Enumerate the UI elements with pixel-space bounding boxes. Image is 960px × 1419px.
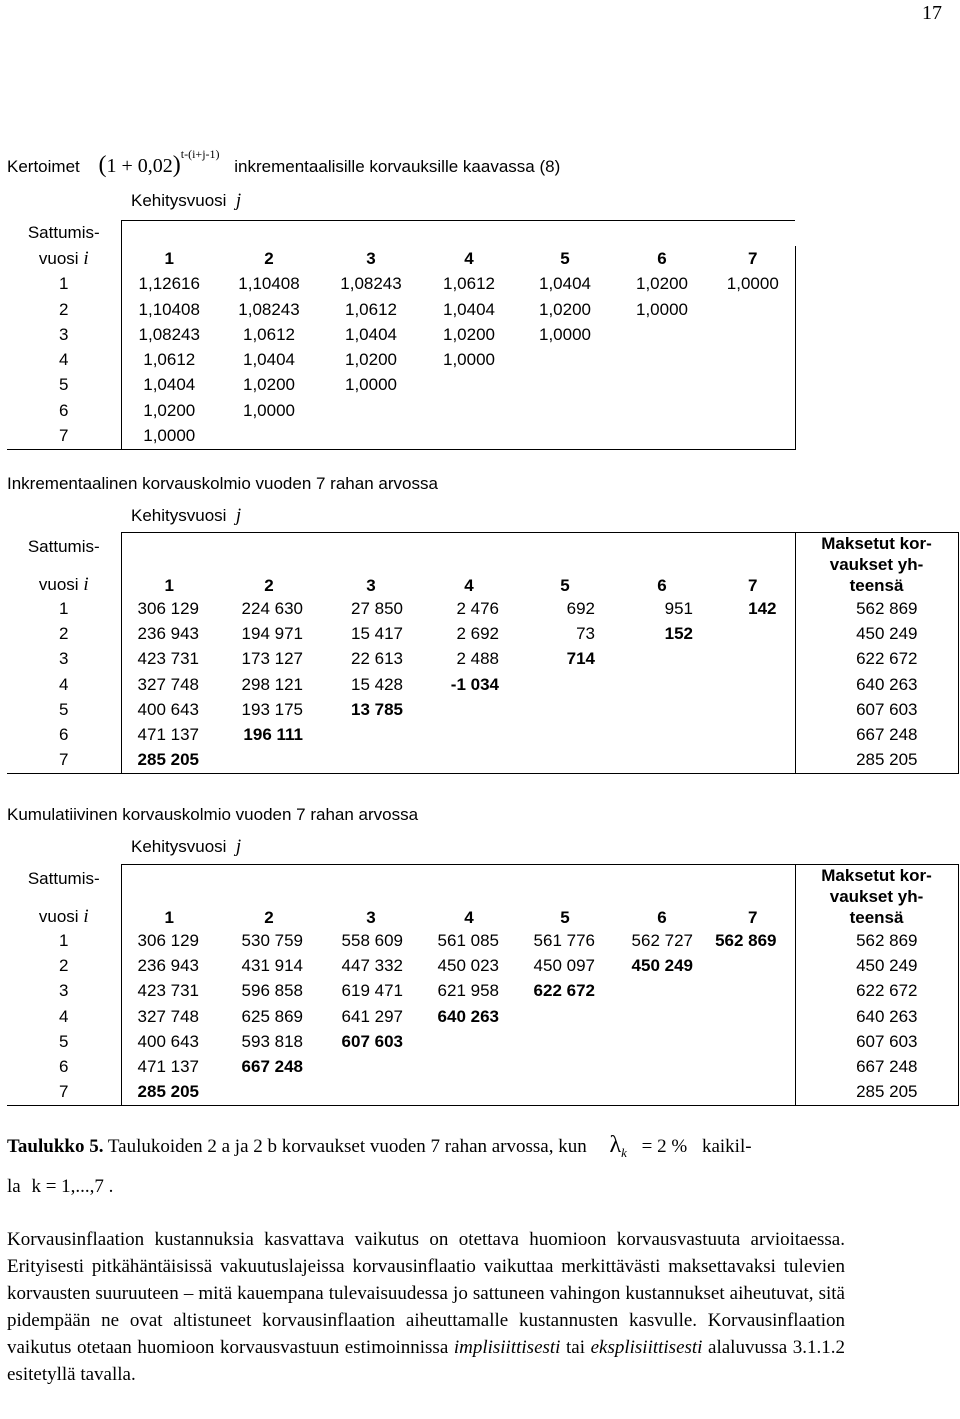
sattumis-label: Sattumis- [27,536,100,556]
table-cell: 1,08243 [238,299,300,319]
table-cell: -1 034 [450,674,499,694]
table-cell: 1,12616 [121,272,217,297]
table-cell [517,398,613,423]
col-header: 2 [264,248,274,268]
col-header: 2 [264,576,274,595]
table-row [7,398,795,423]
page-number: 17 [922,2,942,24]
table-cell [321,722,421,747]
table-cell: 1,0000 [636,299,688,319]
table-row [7,1029,958,1054]
coef-description: inkrementaalisille korvauksille kaavassa (8) [234,157,561,176]
table-cell: 1,10408 [238,274,300,294]
total-cell: 285 205 [795,1080,958,1106]
total-cell: 622 672 [795,979,958,1004]
row-year: 2 [59,299,69,319]
table-cell [711,1054,795,1079]
total-cell: 562 869 [795,928,958,953]
total-cell: 450 249 [795,953,958,978]
table-row [7,647,958,672]
incremental-table [7,532,959,774]
table-cell: 1,10408 [121,297,217,322]
table-cell: 13 785 [351,699,403,719]
vuosi-label: vuosi i [38,247,89,269]
table-row [7,953,958,978]
row-year: 4 [59,350,69,370]
table-cell [711,347,795,372]
table-cell [517,722,613,747]
table-row [7,697,958,722]
table-cell [613,697,711,722]
table-cell: 558 609 [341,930,403,950]
table-cell: 142 [748,598,777,618]
row-year: 5 [59,1031,69,1051]
table-cell [421,1054,517,1079]
row-year: 1 [59,274,69,294]
total-cell: 667 248 [795,1054,958,1079]
table-cell [321,1080,421,1106]
table-cell [217,423,321,449]
lambda-subscript: k [621,1144,627,1160]
total-cell: 667 248 [795,722,958,747]
table-cell: 2 476 [456,598,499,618]
table-cell: 306 129 [121,928,217,953]
table-cell: 1,0200 [636,274,688,294]
table-cell: 1,0200 [121,398,217,423]
table-cell: 236 943 [121,621,217,646]
col-header: 5 [560,248,570,268]
table-cell: 298 121 [241,674,303,694]
col-header: 7 [748,576,758,595]
table-cell: 285 205 [121,1080,217,1106]
table-cell: 196 111 [243,725,303,745]
col-header: 3 [366,576,376,595]
col-header: 5 [560,908,570,927]
table-cell [613,322,711,347]
caption-line2-math: k = 1,...,7 . [31,1175,114,1197]
table-cell [711,1029,795,1054]
table-cell: 593 818 [241,1031,303,1051]
table-cell [321,748,421,774]
table-cell: 1,0612 [243,324,295,344]
coef-heading [7,147,561,179]
table-cell: 236 943 [121,953,217,978]
table-cell: 423 731 [121,647,217,672]
row-year: 5 [59,699,69,719]
table-cell: 450 023 [437,955,499,975]
table-cell: 431 914 [241,955,303,975]
table-cell: 1,0000 [443,350,495,370]
table-cell: 1,08243 [121,322,217,347]
caption-line2-prefix: la [7,1175,21,1197]
table-cell: 951 [664,598,693,618]
col-header: 4 [464,248,474,268]
table-cell: 224 630 [241,598,303,618]
table-cell [613,1029,711,1054]
table-cell: 562 727 [631,930,693,950]
table-cell [711,1004,795,1029]
caption-equals: = 2 % [641,1136,688,1157]
table-cell [517,1004,613,1029]
row-year: 6 [59,725,69,745]
row-year: 4 [59,674,69,694]
table-cell [711,953,795,978]
table-cell [613,373,711,398]
row-year: 7 [7,748,121,774]
table-row [7,347,795,372]
table-row [7,373,795,398]
coefficient-table [7,220,796,450]
table-cell: 73 [576,623,595,643]
table-cell: 173 127 [241,649,303,669]
table-cell [711,423,795,449]
col-header: 6 [657,248,667,268]
table-cell [613,1080,711,1106]
table-cell [711,1080,795,1106]
table-cell [613,722,711,747]
table-cell [517,347,613,372]
table-cell: 1,0200 [539,299,591,319]
maksetut-header: Maksetut kor- vaukset yh- teensä [795,865,958,929]
table-cell: 471 137 [121,722,217,747]
table-cell: 714 [566,649,595,669]
table-cell: 1,0000 [243,400,295,420]
table-cell: 152 [664,623,693,643]
row-year: 6 [59,400,69,420]
col-header: 7 [748,908,758,927]
table-cell [421,373,517,398]
total-cell: 640 263 [795,672,958,697]
sattumis-label: Sattumis- [27,223,100,243]
table-row [7,423,795,449]
table-cell: 327 748 [121,672,217,697]
table-cell [517,1080,613,1106]
col-header: 1 [121,561,217,596]
col-header: 6 [657,576,667,595]
table-cell: 27 850 [351,598,403,618]
table-cell: 1,0200 [243,375,295,395]
table-cell: 1,0612 [121,347,217,372]
total-cell: 640 263 [795,1004,958,1029]
table-row [7,322,795,347]
body-paragraph: Korvausinflaation kustannuksia kasvattava vaikutus on otettava huomioon korvausvastuuta arvioitaessa. Erityisesti pitkähäntäisissä vakuutuslajeissa korvausinflaatio vaikuttaa merkittävästi maksettavaksi tulevien korvausten suuruuteen – mitä kauempana tulevaisuudessa jo sattuneen vahingon kustannukset aiheutuvat, sitä pidempään ne ovat altistuneet korvausinflaation aiheuttamalle kustannusten kasvulle. Korvausinflaation vaikutus otetaan huomioon korvausvastuun estimoinnissa implisiittisesti tai eksplisiittisesti alaluvussa 3.1.1.2 esitetyllä tavalla. [7,1229,845,1386]
table-cell [321,398,421,423]
table-cell: 1,0000 [539,324,591,344]
table-row [7,1080,958,1106]
row-year: 3 [59,981,69,1001]
table-cell [711,398,795,423]
table-cell: 607 603 [341,1031,403,1051]
table-cell [421,423,517,449]
table-row [7,928,958,953]
row-year: 4 [59,1006,69,1026]
table-cell: 471 137 [121,1054,217,1079]
table-cell [613,347,711,372]
table-cell [613,748,711,774]
col-header: 3 [366,248,376,268]
table-cell: 1,0000 [121,423,217,449]
table-cell: 1,0000 [345,375,397,395]
formula-base: 1 + 0,02 [106,155,173,177]
table-row [7,722,958,747]
cumulative-table [7,864,959,1106]
table-cell [517,697,613,722]
caption-label: Taulukko 5. [7,1136,104,1157]
table-row [7,979,958,1004]
table-cell: 1,0404 [539,274,591,294]
table-cell [517,672,613,697]
table-cell: 1,0404 [443,299,495,319]
table-cell [711,647,795,672]
table-cell [321,423,421,449]
table-cell [517,373,613,398]
table-cell: 641 297 [341,1006,403,1026]
table-cell: 1,0612 [345,299,397,319]
table-cell: 1,0200 [443,324,495,344]
sattumis-label: Sattumis- [27,868,100,888]
table-cell [711,373,795,398]
table-cell: 561 776 [533,930,595,950]
table-cell: 447 332 [341,955,403,975]
table-cell [711,722,795,747]
caption-tail: kaikil- [701,1136,752,1157]
row-year: 7 [7,1080,121,1106]
table-cell: 561 085 [437,930,499,950]
total-cell: 607 603 [795,1029,958,1054]
table-cell [711,748,795,774]
total-cell: 450 249 [795,621,958,646]
table-row [7,748,958,774]
table-cell: 2 488 [456,649,499,669]
coef-formula: $(1 + 0,02)^{t-(i+j-1)}$ [98,147,220,178]
table-cell: 1,08243 [340,274,402,294]
table-cell [517,748,613,774]
table-cell: 625 869 [241,1006,303,1026]
row-year: 7 [7,423,121,449]
table-cell: 450 249 [631,955,693,975]
table-cell: 1,0404 [345,324,397,344]
kehitysvuosi-header-2: Kehitysvuosi j [131,505,242,526]
row-year: 2 [59,623,69,643]
total-cell: 622 672 [795,647,958,672]
total-cell: 607 603 [795,697,958,722]
kehitysvuosi-header-3: Kehitysvuosi j [131,836,242,857]
row-year: 1 [59,930,69,950]
table-cell: 562 869 [715,930,777,950]
table-cell [217,748,321,774]
cumulative-title: Kumulatiivinen korvauskolmio vuoden 7 rahan arvossa [7,805,419,824]
row-year: 3 [59,324,69,344]
table-cell: 15 428 [351,674,403,694]
table-cell: 667 248 [241,1057,303,1077]
table-cell: 285 205 [121,748,217,774]
table-row [7,596,958,621]
col-header: 1 [121,893,217,928]
table-cell [613,979,711,1004]
table-cell [421,722,517,747]
table-cell: 400 643 [121,1029,217,1054]
table-row [7,621,958,646]
table-cell [421,398,517,423]
table-cell [613,1054,711,1079]
table-row [7,672,958,697]
row-year: 3 [59,649,69,669]
table-cell: 1,0404 [121,373,217,398]
table-cell [421,748,517,774]
table-cell: 640 263 [437,1006,499,1026]
table-cell: 530 759 [241,930,303,950]
table-cell [613,647,711,672]
table-caption [7,1128,847,1204]
total-cell: 285 205 [795,748,958,774]
table-cell [711,297,795,322]
table-cell: 2 692 [456,623,499,643]
vuosi-label: vuosi i [38,574,89,595]
incremental-title: Inkrementaalinen korvauskolmio vuoden 7 rahan arvossa [7,474,438,493]
table-cell: 423 731 [121,979,217,1004]
table-cell: 400 643 [121,697,217,722]
col-header: 1 [121,246,217,271]
row-year: 1 [59,598,69,618]
table-cell: 1,0404 [243,350,295,370]
table-cell: 22 613 [351,649,403,669]
table-row [7,1004,958,1029]
table-cell: 15 417 [351,623,403,643]
col-header: 6 [657,908,667,927]
lambda-symbol: λ [609,1132,622,1158]
table-cell [711,697,795,722]
table-cell [421,1080,517,1106]
table-cell: 622 672 [533,981,595,1001]
table-cell [711,979,795,1004]
maksetut-header: Maksetut kor- vaukset yh- teensä [795,533,958,597]
caption-text: Taulukoiden 2 a ja 2 b korvaukset vuoden 7 rahan arvossa, kun [107,1136,587,1157]
table-row [7,272,795,297]
table-cell [217,1080,321,1106]
row-year: 2 [59,955,69,975]
table-cell: 194 971 [241,623,303,643]
col-header: 4 [464,908,474,927]
table-cell: 619 471 [341,981,403,1001]
table-cell: 596 858 [241,981,303,1001]
table-cell: 450 097 [533,955,595,975]
table-cell: 193 175 [241,699,303,719]
row-year: 5 [59,375,69,395]
table-cell [421,697,517,722]
vuosi-label: vuosi i [38,906,89,927]
table-cell [517,423,613,449]
table-cell [321,1054,421,1079]
col-header: 7 [711,246,795,271]
formula-exponent: t-(i+j-1) [180,147,220,162]
table-cell: 306 129 [121,596,217,621]
table-cell [517,1029,613,1054]
col-header: 4 [464,576,474,595]
coef-label: Kertoimet [7,157,80,176]
table-cell [613,672,711,697]
total-cell: 562 869 [795,596,958,621]
table-cell [613,398,711,423]
col-header: 3 [366,908,376,927]
table-cell [711,621,795,646]
table-cell [711,322,795,347]
table-row [7,1054,958,1079]
table-row [7,297,795,322]
table-cell: 621 958 [437,981,499,1001]
kehitysvuosi-header-1: Kehitysvuosi j [131,190,242,211]
table-cell: 1,0200 [345,350,397,370]
table-cell: 1,0612 [443,274,495,294]
col-header: 2 [264,908,274,927]
col-header: 5 [560,576,570,595]
row-year: 6 [59,1057,69,1077]
table-cell: 1,0000 [711,272,795,297]
table-cell [517,1054,613,1079]
table-cell [421,1029,517,1054]
table-cell: 327 748 [121,1004,217,1029]
table-cell [613,1004,711,1029]
table-cell: 692 [566,598,595,618]
table-cell [711,672,795,697]
table-cell [613,423,711,449]
